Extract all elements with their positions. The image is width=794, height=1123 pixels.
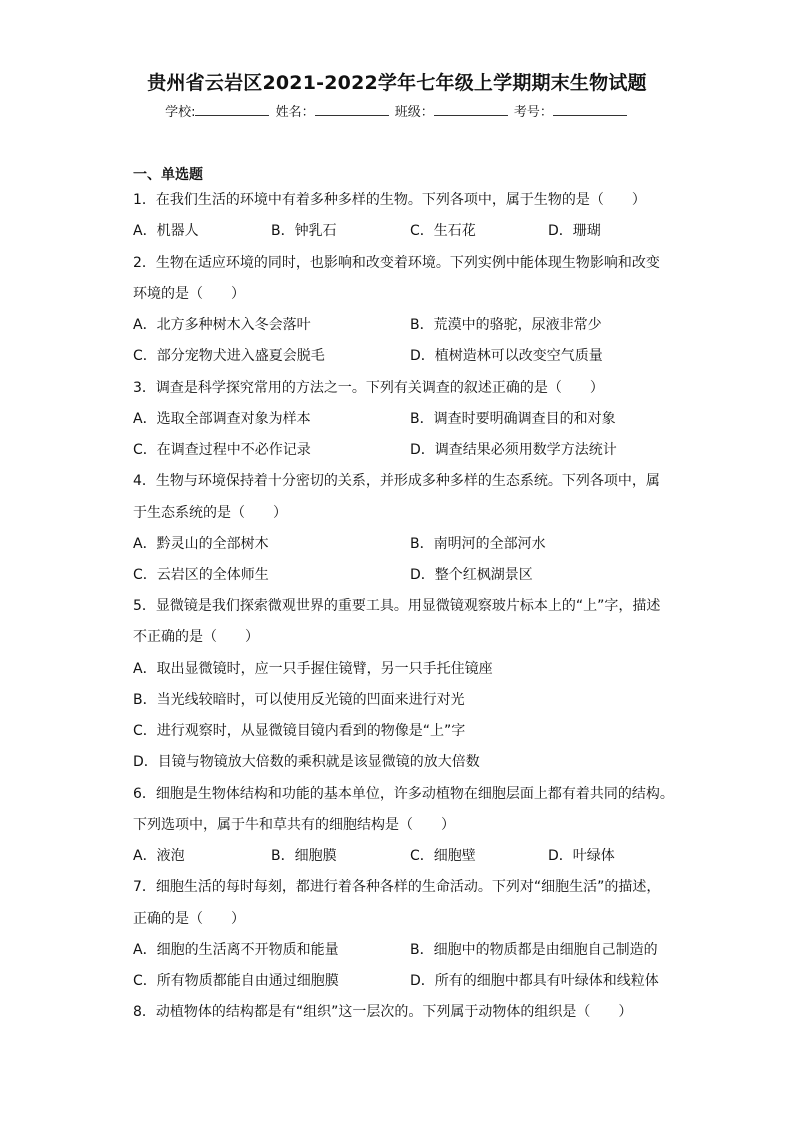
question-2-stem: 2．生物在适应环境的同时，也影响和改变着环境。下列实例中能体现生物影响和改变 xyxy=(133,255,660,271)
question-7-stem: 7．细胞生活的每时每刻，都进行着各种各样的生命活动。下列对“细胞生活”的描述， xyxy=(133,879,661,895)
question-7-option-b[interactable]: B．细胞中的物质都是由细胞自己制造的 xyxy=(410,942,658,958)
question-2-option-c[interactable]: C．部分宠物犬进入盛夏会脱毛 xyxy=(133,348,325,364)
name-blank[interactable] xyxy=(315,103,389,116)
question-6-option-b[interactable]: B．细胞膜 xyxy=(271,848,337,864)
question-4-option-d[interactable]: D．整个红枫湖景区 xyxy=(410,567,533,583)
question-2-option-a[interactable]: A．北方多种树木入冬会落叶 xyxy=(133,317,311,333)
question-5-option-a[interactable]: A．取出显微镜时，应一只手握住镜臂，另一只手托住镜座 xyxy=(133,661,493,677)
exam-number-blank[interactable] xyxy=(553,103,627,116)
question-8-stem: 8．动植物体的结构都是有“组织”这一层次的。下列属于动物体的组织是（ ） xyxy=(133,1004,633,1020)
question-1-option-a[interactable]: A．机器人 xyxy=(133,223,199,239)
question-1-stem: 1．在我们生活的环境中有着多种多样的生物。下列各项中，属于生物的是（ ） xyxy=(133,192,646,208)
question-5-option-c[interactable]: C．进行观察时，从显微镜目镜内看到的物像是“上”字 xyxy=(133,723,466,739)
question-4-option-c[interactable]: C．云岩区的全体师生 xyxy=(133,567,269,583)
question-6-option-d[interactable]: D．叶绿体 xyxy=(548,848,615,864)
class-label: 班级： xyxy=(394,105,434,120)
question-6-stem-cont: 下列选项中，属于牛和草共有的细胞结构是（ ） xyxy=(133,817,455,833)
question-5-option-d[interactable]: D．目镜与物镜放大倍数的乘积就是该显微镜的放大倍数 xyxy=(133,754,480,770)
question-4-stem: 4．生物与环境保持着十分密切的关系，并形成多种多样的生态系统。下列各项中，属 xyxy=(133,473,660,489)
question-2-stem-cont: 环境的是（ ） xyxy=(133,286,245,302)
question-4-option-a[interactable]: A．黔灵山的全部树木 xyxy=(133,536,269,552)
question-2-option-b[interactable]: B．荒漠中的骆驼，尿液非常少 xyxy=(410,317,602,333)
section-heading: 一、单选题 xyxy=(133,167,203,183)
name-label: 姓名： xyxy=(275,105,315,120)
question-3-stem: 3．调查是科学探究常用的方法之一。下列有关调查的叙述正确的是（ ） xyxy=(133,380,604,396)
student-info-line xyxy=(0,101,794,120)
page-title: 贵州省云岩区2021-2022学年七年级上学期期末生物试题 xyxy=(147,72,647,94)
question-1-option-b[interactable]: B．钟乳石 xyxy=(271,223,337,239)
question-3-option-c[interactable]: C．在调查过程中不必作记录 xyxy=(133,442,311,458)
question-4-stem-cont: 于生态系统的是（ ） xyxy=(133,505,287,521)
exam-number-label: 考号： xyxy=(513,105,553,120)
question-1-option-c[interactable]: C．生石花 xyxy=(410,223,476,239)
question-6-option-a[interactable]: A．液泡 xyxy=(133,848,185,864)
question-7-option-d[interactable]: D．所有的细胞中都具有叶绿体和线粒体 xyxy=(410,973,659,989)
question-6-option-c[interactable]: C．细胞壁 xyxy=(410,848,476,864)
question-7-option-c[interactable]: C．所有物质都能自由通过细胞膜 xyxy=(133,973,339,989)
question-3-option-d[interactable]: D．调查结果必须用数学方法统计 xyxy=(410,442,617,458)
class-blank[interactable] xyxy=(434,103,508,116)
question-3-option-a[interactable]: A．选取全部调查对象为样本 xyxy=(133,411,311,427)
school-blank[interactable] xyxy=(195,103,269,116)
question-5-option-b[interactable]: B．当光线较暗时，可以使用反光镜的凹面来进行对光 xyxy=(133,692,465,708)
question-5-stem: 5．显微镜是我们探索微观世界的重要工具。用显微镜观察玻片标本上的“上”字，描述 xyxy=(133,598,661,614)
question-5-stem-cont: 不正确的是（ ） xyxy=(133,629,259,645)
question-2-option-d[interactable]: D．植树造林可以改变空气质量 xyxy=(410,348,603,364)
school-label: 学校: xyxy=(165,105,196,120)
question-3-option-b[interactable]: B．调查时要明确调查目的和对象 xyxy=(410,411,616,427)
question-1-option-d[interactable]: D．珊瑚 xyxy=(548,223,601,239)
question-6-stem: 6．细胞是生物体结构和功能的基本单位，许多动植物在细胞层面上都有着共同的结构。 xyxy=(133,786,674,802)
question-7-option-a[interactable]: A．细胞的生活离不开物质和能量 xyxy=(133,942,339,958)
question-4-option-b[interactable]: B．南明河的全部河水 xyxy=(410,536,546,552)
question-7-stem-cont: 正确的是（ ） xyxy=(133,911,245,927)
